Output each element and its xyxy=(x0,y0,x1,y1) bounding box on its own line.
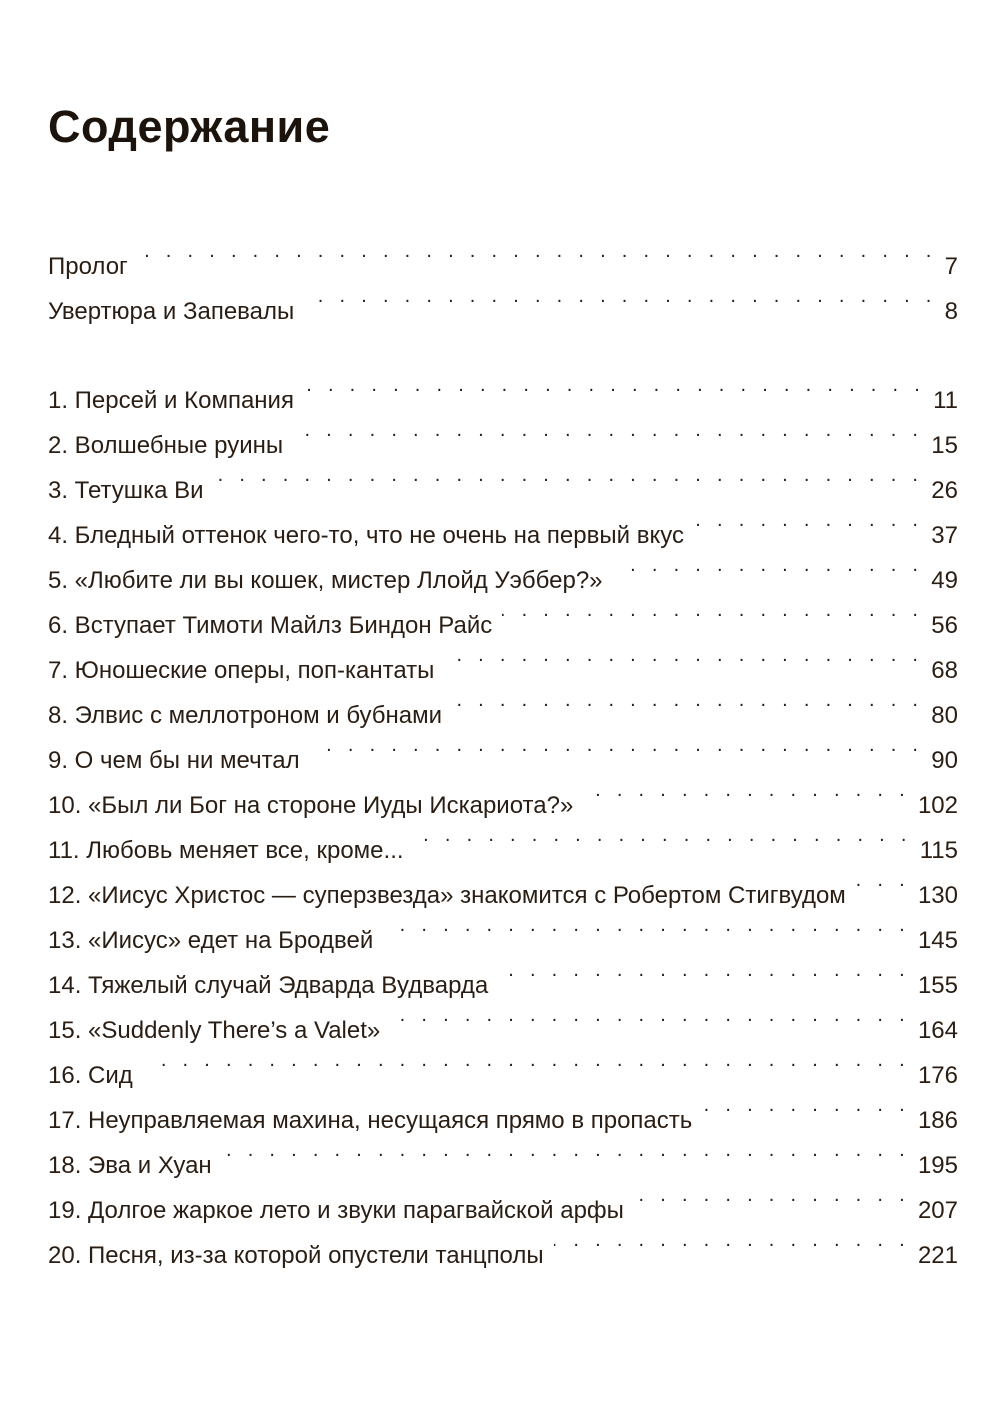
toc-entry-title: 6. Вступает Тимоти Майлз Биндон Райс xyxy=(48,612,493,639)
toc-entry-page: 221 xyxy=(917,1242,958,1269)
toc-entry-page: 115 xyxy=(919,837,958,864)
dot-leader xyxy=(702,1083,910,1128)
toc-entry-title: 20. Песня, из-за которой опустели танцполы xyxy=(48,1242,544,1269)
toc-entry-title: 7. Юношеские оперы, поп-кантаты xyxy=(48,657,435,684)
toc-entry-title: 1. Персей и Компания xyxy=(48,387,294,414)
dot-leader xyxy=(383,903,910,948)
toc-entry-title: 19. Долгое жаркое лето и звуки парагвайской арфы xyxy=(48,1197,624,1224)
toc-entry-title: 9. О чем бы ни мечтал xyxy=(48,747,300,774)
toc-entry-page: 49 xyxy=(931,567,958,594)
toc-entry-page: 155 xyxy=(917,972,958,999)
dot-leader xyxy=(143,1038,910,1083)
dot-leader xyxy=(138,229,937,274)
dot-leader xyxy=(498,948,910,993)
toc-entry-title: 15. «Suddenly There’s a Valet» xyxy=(48,1017,381,1044)
toc-entry-page: 37 xyxy=(931,522,958,549)
dot-leader xyxy=(414,813,912,858)
dot-leader xyxy=(856,858,910,903)
dot-leader xyxy=(214,453,924,498)
toc-entry-page: 90 xyxy=(931,747,958,774)
toc-entry-title: 3. Тетушка Ви xyxy=(48,477,204,504)
toc-entry-page: 80 xyxy=(931,702,958,729)
toc-entry-title: 10. «Был ли Бог на стороне Иуды Искариота?» xyxy=(48,792,574,819)
dot-leader xyxy=(583,768,910,813)
toc-entry[interactable] xyxy=(48,1038,958,1089)
toc-entry-page: 7 xyxy=(944,253,958,280)
dot-leader xyxy=(613,543,924,588)
dot-leader xyxy=(390,993,910,1038)
toc-entry-title: Пролог xyxy=(48,253,128,280)
toc-entry-title: 2. Волшебные руины xyxy=(48,432,284,459)
toc-entry-page: 145 xyxy=(917,927,958,954)
toc-entry-title: 17. Неуправляемая махина, несущаяся прямо в пропасть xyxy=(48,1107,693,1134)
toc-entry-page: 130 xyxy=(917,882,958,909)
page-title: Содержание xyxy=(48,101,331,152)
toc-entry-title: Увертюра и Запевалы xyxy=(48,298,295,325)
toc-entry[interactable] xyxy=(48,363,958,414)
toc-entry-title: 16. Сид xyxy=(48,1062,133,1089)
toc-entry-page: 164 xyxy=(917,1017,958,1044)
toc-entry-page: 15 xyxy=(931,432,958,459)
dot-leader xyxy=(452,678,923,723)
toc-entry-title: 4. Бледный оттенок чего-то, что не очень на первый вкус xyxy=(48,522,684,549)
dot-leader xyxy=(222,1128,910,1173)
toc-entry-page: 11 xyxy=(933,387,958,414)
toc-entry-page: 56 xyxy=(931,612,958,639)
dot-leader xyxy=(694,498,923,543)
toc-entry-page: 8 xyxy=(944,298,958,325)
toc-entry-page: 207 xyxy=(917,1197,958,1224)
dot-leader xyxy=(502,588,923,633)
toc-entry-page: 102 xyxy=(917,792,958,819)
toc-entry[interactable] xyxy=(48,274,958,325)
toc-entry-title: 11. Любовь меняет все, кроме... xyxy=(48,837,404,864)
toc-entry[interactable] xyxy=(48,229,958,280)
toc-entry-title: 8. Элвис с меллотроном и бубнами xyxy=(48,702,443,729)
toc-entry-page: 26 xyxy=(931,477,958,504)
front-matter-list xyxy=(48,229,958,325)
toc-entry[interactable] xyxy=(48,1083,958,1134)
toc-entry-page: 195 xyxy=(917,1152,958,1179)
dot-leader xyxy=(554,1218,910,1263)
dot-leader xyxy=(444,633,923,678)
toc-entry-title: 5. «Любите ли вы кошек, мистер Ллойд Уэббер?» xyxy=(48,567,603,594)
dot-leader xyxy=(304,363,925,408)
toc-entry-title: 12. «Иисус Христос — суперзвезда» знакомится с Робертом Стигвудом xyxy=(48,882,846,909)
toc-entry-title: 14. Тяжелый случай Эдварда Вудварда xyxy=(48,972,489,999)
toc-entry-page: 176 xyxy=(917,1062,958,1089)
dot-leader xyxy=(634,1173,910,1218)
dot-leader xyxy=(304,274,936,319)
toc-entry-page: 186 xyxy=(917,1107,958,1134)
dot-leader xyxy=(310,723,924,768)
toc-entry-title: 18. Эва и Хуан xyxy=(48,1152,212,1179)
toc-entry-page: 68 xyxy=(931,657,958,684)
chapter-list xyxy=(48,363,958,1269)
dot-leader xyxy=(293,408,923,453)
toc-entry-title: 13. «Иисус» едет на Бродвей xyxy=(48,927,374,954)
